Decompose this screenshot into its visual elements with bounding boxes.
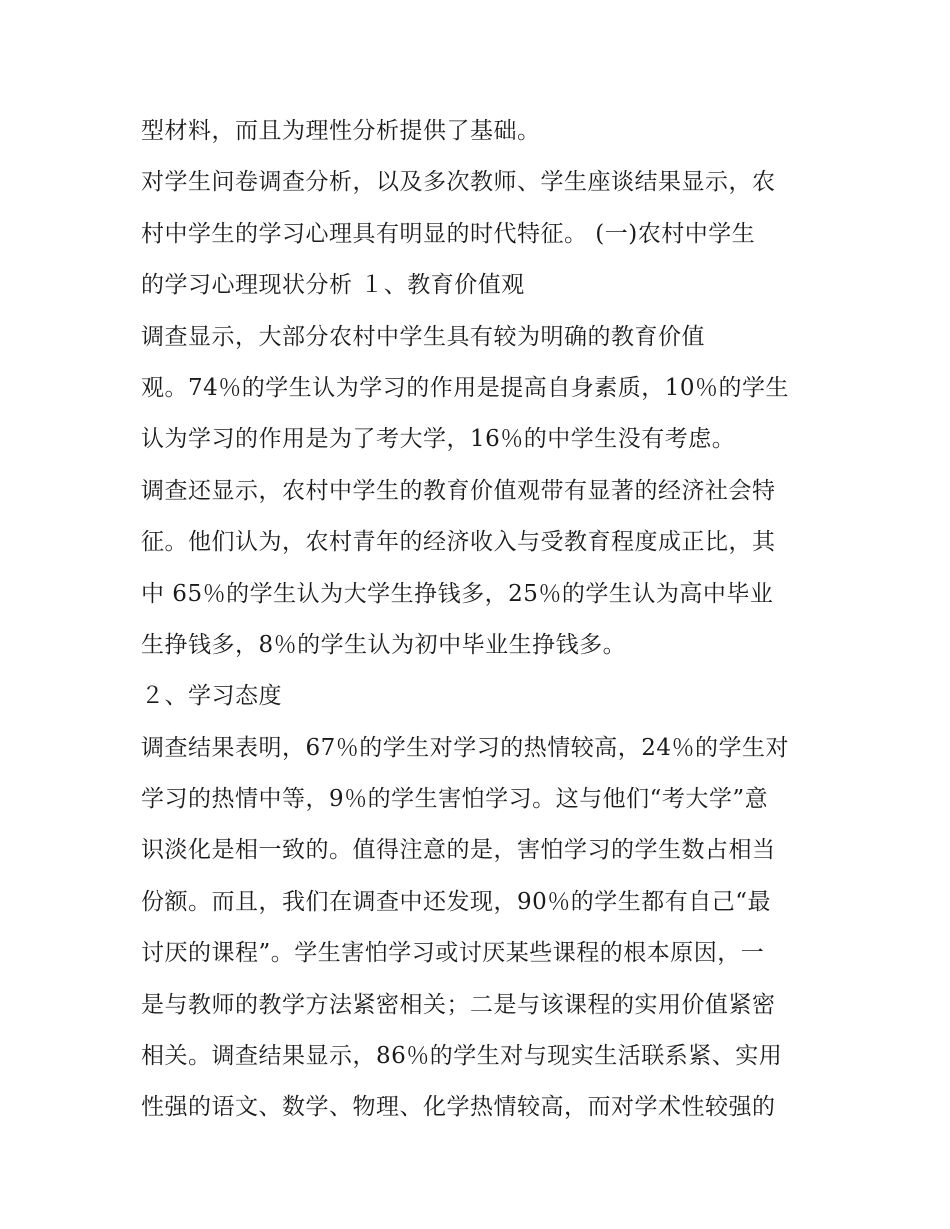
text-line: 调查显示，大部分农村中学生具有较为明确的教育价值 xyxy=(141,323,705,350)
text-line: 生挣钱多，8％的学生认为初中毕业生挣钱多。 xyxy=(141,631,627,658)
text-line: 的学习心理现状分析 １、教育价值观 xyxy=(141,272,525,299)
text-line: 性强的语文、数学、物理、化学热情较高，而对学术性较强的 xyxy=(141,1094,776,1121)
text-line: 认为学习的作用是为了考大学，16％的中学生没有考虑。 xyxy=(141,426,736,453)
text-line: 观。74％的学生认为学习的作用是提高自身素质，10％的学生 xyxy=(141,374,790,401)
text-line: 份额。而且，我们在调查中还发现，90％的学生都有自己“最 xyxy=(141,888,772,915)
body-text xyxy=(141,106,821,1134)
text-line: 对学生问卷调查分析，以及多次教师、学生座谈结果显示，农 xyxy=(141,169,776,196)
text-line: 中 65％的学生认为大学生挣钱多，25％的学生认为高中毕业 xyxy=(141,580,774,607)
text-line: 型材料，而且为理性分析提供了基础。 xyxy=(141,118,541,144)
text-line: 征。他们认为，农村青年的经济收入与受教育程度成正比，其 xyxy=(141,529,776,556)
text-line: 调查还显示，农村中学生的教育价值观带有显著的经济社会特 xyxy=(141,477,776,504)
text-line: 讨厌的课程”。学生害怕学习或讨厌某些课程的根本原因，一 xyxy=(141,940,765,967)
text-line: 村中学生的学习心理具有明显的时代特征。 (一)农村中学生 xyxy=(141,220,756,247)
text-line: 学习的热情中等，9％的学生害怕学习。这与他们“考大学”意 xyxy=(141,786,769,813)
text-line: 是与教师的教学方法紧密相关；二是与该课程的实用价值紧密 xyxy=(141,991,776,1018)
text-line: 相关。调查结果显示，86％的学生对与现实生活联系紧、实用 xyxy=(141,1043,783,1070)
text-line: 识淡化是相一致的。值得注意的是，害怕学习的学生数占相当 xyxy=(141,837,776,864)
text-line: 调查结果表明，67％的学生对学习的热情较高，24％的学生对 xyxy=(141,734,790,761)
section-heading: ２、学习态度 xyxy=(141,683,282,710)
